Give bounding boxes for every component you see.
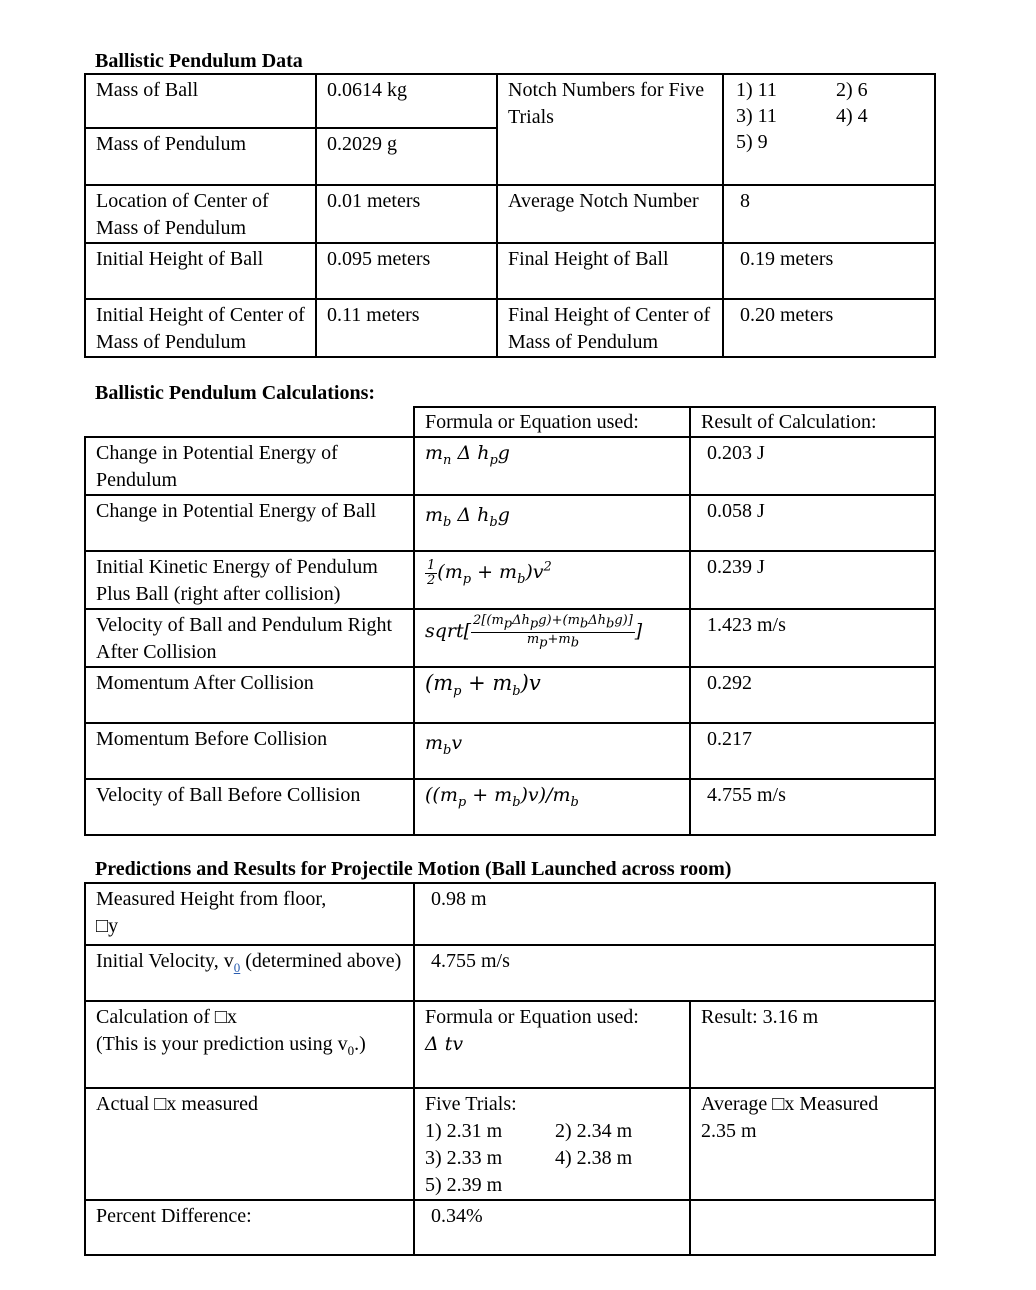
avg-dx-value: 2.35 m	[701, 1120, 757, 1142]
notch-5: 5) 9	[736, 131, 768, 153]
percent-diff-blank	[690, 1200, 935, 1255]
value-initial-height-ball: 0.095 meters	[316, 243, 497, 299]
label-velocity-after: Velocity of Ball and Pendulum Right After Collision	[85, 609, 414, 667]
calc-formula: Δ tv	[425, 1033, 464, 1055]
result-velocity-before: 4.755 m/s	[690, 779, 935, 835]
formula-pe-pendulum: $m_n$ Δ $h_pg$	[414, 437, 690, 495]
label-initial-height-center: Initial Height of Center of Mass of Pendulum	[85, 299, 316, 357]
label-calc-dx-end: .)	[354, 1033, 366, 1055]
label-calc-dx	[85, 1001, 414, 1088]
result-velocity-after: 1.423 m/s	[690, 609, 935, 667]
label-notch-numbers: Notch Numbers for Five Trials	[497, 74, 723, 185]
label-calc-dx-line1: Calculation of □x	[96, 1006, 237, 1028]
formula-ke: $\frac{1}{2}$ $(m_p + m_b)v^2$	[414, 551, 690, 609]
label-calc-dx-line2: (This is your prediction using v	[96, 1033, 348, 1055]
section2-title: Ballistic Pendulum Calculations:	[95, 382, 376, 404]
trial-5: 5) 2.39 m	[425, 1174, 503, 1196]
section3-title: Predictions and Results for Projectile Motion (Ball Launched across room)	[95, 858, 732, 880]
trial-3: 3) 2.33 m	[425, 1147, 503, 1169]
value-percent-diff: 0.34%	[414, 1200, 690, 1255]
label-velocity-before: Velocity of Ball Before Collision	[85, 779, 414, 835]
label-measured-height	[85, 883, 414, 945]
value-measured-height: 0.98 m	[414, 883, 935, 945]
formula-velocity-before: $((m_p + m_b)v)/m_b$	[414, 779, 690, 835]
calc-formula-header: Formula or Equation used:	[425, 1006, 639, 1028]
label-mass-pendulum: Mass of Pendulum	[85, 128, 316, 185]
value-initial-height-center: 0.11 meters	[316, 299, 497, 357]
label-pe-pendulum: Change in Potential Energy of Pendulum	[85, 437, 414, 495]
section1-title: Ballistic Pendulum Data	[95, 50, 303, 72]
notch-3: 3) 11	[736, 105, 777, 127]
calc-result: Result: 3.16 m	[690, 1001, 935, 1088]
result-momentum-after: 0.292	[690, 667, 935, 723]
result-ke: 0.239 J	[690, 551, 935, 609]
label-final-height-center: Final Height of Center of Mass of Pendulum	[497, 299, 723, 357]
label-actual-dx: Actual □x measured	[85, 1088, 414, 1200]
notch-1: 1) 11	[736, 79, 777, 101]
value-final-height-center: 0.20 meters	[723, 299, 935, 357]
pendulum-calc-table	[84, 406, 936, 836]
label-calc-dx-sub: 0	[347, 1043, 355, 1058]
label-momentum-after: Momentum After Collision	[85, 667, 414, 723]
result-pe-pendulum: 0.203 J	[690, 437, 935, 495]
notch-values	[723, 74, 935, 185]
label-initial-velocity-note: (determined above)	[240, 950, 402, 972]
result-momentum-before: 0.217	[690, 723, 935, 779]
label-measured-height-line1: Measured Height from floor,	[96, 888, 327, 910]
value-mass-ball: 0.0614 kg	[316, 74, 497, 128]
label-momentum-before: Momentum Before Collision	[85, 723, 414, 779]
label-ke: Initial Kinetic Energy of Pendulum Plus Ball (right after collision)	[85, 551, 414, 609]
trials-header: Five Trials:	[425, 1093, 517, 1115]
trial-1: 1) 2.31 m	[425, 1120, 503, 1142]
value-mass-pendulum: 0.2029 g	[316, 128, 497, 185]
label-initial-velocity	[85, 945, 414, 1001]
trial-2: 2) 2.34 m	[555, 1120, 633, 1142]
label-initial-velocity-text: Initial Velocity, v	[96, 950, 234, 972]
trial-4: 4) 2.38 m	[555, 1147, 633, 1169]
label-initial-height-ball: Initial Height of Ball	[85, 243, 316, 299]
trials-cell	[414, 1088, 690, 1200]
value-center-mass: 0.01 meters	[316, 185, 497, 243]
projectile-table	[84, 882, 936, 1256]
avg-dx-label: Average □x Measured	[701, 1093, 879, 1115]
formula-momentum-after: $(m_p + m_b)v$	[414, 667, 690, 723]
label-final-height-ball: Final Height of Ball	[497, 243, 723, 299]
label-avg-notch: Average Notch Number	[497, 185, 723, 243]
value-final-height-ball: 0.19 meters	[723, 243, 935, 299]
formula-pe-ball: $m_b$ Δ $h_bg$	[414, 495, 690, 551]
label-mass-ball: Mass of Ball	[85, 74, 316, 128]
label-pe-ball: Change in Potential Energy of Ball	[85, 495, 414, 551]
header-formula: Formula or Equation used:	[414, 407, 690, 437]
header-blank	[85, 407, 414, 437]
notch-2: 2) 6	[836, 79, 868, 101]
value-avg-notch: 8	[723, 185, 935, 243]
label-percent-diff: Percent Difference:	[85, 1200, 414, 1255]
notch-4: 4) 4	[836, 105, 868, 127]
calc-formula-cell	[414, 1001, 690, 1088]
formula-momentum-before: $m_bv$	[414, 723, 690, 779]
v0-link[interactable]: 0	[233, 960, 241, 975]
avg-dx-cell	[690, 1088, 935, 1200]
pendulum-data-table	[84, 73, 936, 358]
value-initial-velocity: 4.755 m/s	[414, 945, 935, 1001]
formula-velocity-after: sqrt[ $\frac{2[(m_p\Delta h_pg)+(m_b\Delta h_bg)]}{m_p+m_b}$ ]	[414, 609, 690, 667]
label-center-mass: Location of Center of Mass of Pendulum	[85, 185, 316, 243]
label-measured-height-line2: □y	[96, 915, 119, 937]
result-pe-ball: 0.058 J	[690, 495, 935, 551]
header-result: Result of Calculation:	[690, 407, 935, 437]
